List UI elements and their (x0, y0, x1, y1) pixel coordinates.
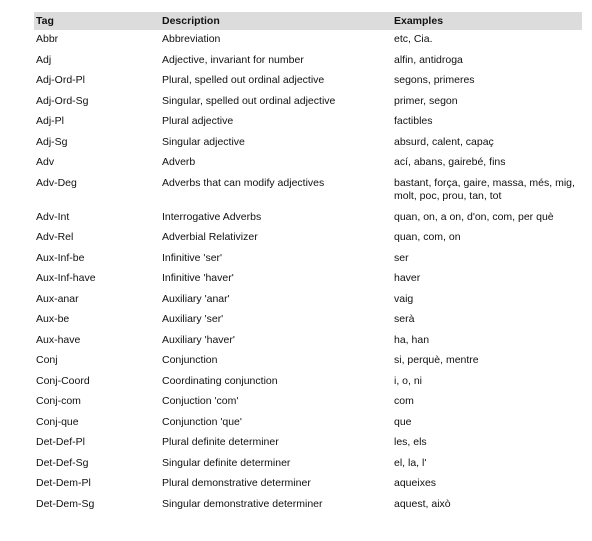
examples-cell: ha, han (394, 333, 430, 346)
description-cell: Adjective, invariant for number (162, 53, 304, 66)
table-row (34, 413, 582, 434)
examples-cell: etc, Cia. (394, 33, 433, 45)
table-row (34, 495, 582, 516)
table-header (34, 12, 582, 30)
tag-cell: Aux-anar (36, 292, 79, 305)
tag-cell: Aux-be (36, 313, 70, 325)
tag-cell: Conj-com (36, 395, 81, 407)
table-row (34, 392, 582, 413)
table-row (34, 51, 582, 72)
table-row (34, 372, 582, 393)
examples-cell: aqueixes (394, 477, 437, 489)
description-cell: Adverb (162, 156, 196, 168)
description-cell: Plural, spelled out ordinal adjective (162, 74, 325, 86)
examples-cell: que (394, 415, 412, 428)
tag-cell: Adv-Rel (36, 231, 74, 243)
examples-cell: ací, abans, gairebé, fins (394, 156, 506, 168)
tag-cell: Conj-que (36, 415, 79, 428)
tag-cell: Adj-Ord-Sg (36, 94, 89, 107)
table-row (34, 30, 582, 51)
table-row (34, 112, 582, 133)
description-cell: Singular definite determiner (162, 456, 291, 469)
examples-cell: absurd, calent, capaç (394, 135, 494, 148)
examples-cell: com (394, 395, 414, 407)
description-cell: Coordinating conjunction (162, 374, 278, 387)
table-row (34, 310, 582, 331)
examples-cell: les, els (394, 436, 427, 448)
description-cell: Plural definite determiner (162, 436, 279, 448)
description-cell: Auxiliary 'ser' (162, 313, 224, 325)
examples-cell: haver (394, 272, 421, 284)
table-row (34, 71, 582, 92)
description-cell: Auxiliary 'anar' (162, 292, 230, 305)
table-row (34, 174, 582, 208)
tag-cell: Aux-Inf-have (36, 272, 96, 284)
description-cell: Plural demonstrative determiner (162, 477, 311, 489)
tag-cell: Adj-Sg (36, 135, 68, 148)
table-row (34, 433, 582, 454)
table-row (34, 474, 582, 495)
description-cell: Adverbs that can modify adjectives (162, 176, 325, 189)
description-cell: Conjunction 'que' (162, 415, 242, 428)
tag-cell: Det-Def-Pl (36, 436, 86, 448)
tag-cell: Conj (36, 354, 58, 366)
tag-table (34, 12, 582, 515)
header-description: Description (160, 12, 392, 30)
examples-cell: serà (394, 313, 415, 325)
table-row (34, 133, 582, 154)
header-tag: Tag (34, 12, 160, 30)
examples-cell: quan, on, a on, d'on, com, per què (394, 210, 554, 223)
description-cell: Conjunction (162, 354, 218, 366)
tag-cell: Aux-have (36, 333, 81, 346)
table-row (34, 331, 582, 352)
examples-cell: aquest, això (394, 497, 451, 510)
table-row (34, 208, 582, 229)
tag-cell: Adv-Int (36, 210, 70, 223)
examples-cell: vaig (394, 292, 414, 305)
description-cell: Plural adjective (162, 115, 234, 127)
description-cell: Abbreviation (162, 33, 221, 45)
table-row (34, 92, 582, 113)
tag-cell: Adv (36, 156, 55, 168)
examples-cell: i, o, ni (394, 374, 423, 387)
examples-cell: el, la, l' (394, 456, 427, 469)
examples-cell: factibles (394, 115, 433, 127)
description-cell: Auxiliary 'haver' (162, 333, 235, 346)
description-cell: Infinitive 'haver' (162, 272, 234, 284)
table-row (34, 351, 582, 372)
tag-cell: Adj-Ord-Pl (36, 74, 86, 86)
description-cell: Singular adjective (162, 135, 245, 148)
description-cell: Infinitive 'ser' (162, 251, 223, 264)
tag-cell: Adv-Deg (36, 176, 77, 189)
description-cell: Singular demonstrative determiner (162, 497, 323, 510)
table-row (34, 249, 582, 270)
examples-cell: segons, primeres (394, 74, 475, 86)
tag-cell: Abbr (36, 33, 59, 45)
examples-cell: alfin, antidroga (394, 53, 463, 66)
description-cell: Conjuction 'com' (162, 395, 239, 407)
tag-cell: Det-Dem-Pl (36, 477, 91, 489)
header-examples: Examples (392, 12, 582, 30)
description-cell: Interrogative Adverbs (162, 210, 262, 223)
tag-cell: Conj-Coord (36, 374, 90, 387)
table-row (34, 228, 582, 249)
table-row (34, 153, 582, 174)
tag-cell: Det-Dem-Sg (36, 497, 95, 510)
tag-cell: Adj (36, 53, 52, 66)
description-cell: Adverbial Relativizer (162, 231, 258, 243)
tag-cell: Det-Def-Sg (36, 456, 89, 469)
table-row (34, 454, 582, 475)
description-cell: Singular, spelled out ordinal adjective (162, 94, 336, 107)
table-row (34, 290, 582, 311)
header-row (34, 12, 582, 30)
examples-cell: ser (394, 251, 409, 264)
tag-cell: Aux-Inf-be (36, 251, 85, 264)
examples-cell: bastant, força, gaire, massa, més, mig, molt, poc, prou, tan, tot (394, 176, 575, 202)
table-body (34, 30, 582, 515)
examples-cell: primer, segon (394, 94, 458, 107)
examples-cell: si, perquè, mentre (394, 354, 479, 366)
tag-cell: Adj-Pl (36, 115, 65, 127)
table-row (34, 269, 582, 290)
examples-cell: quan, com, on (394, 231, 461, 243)
